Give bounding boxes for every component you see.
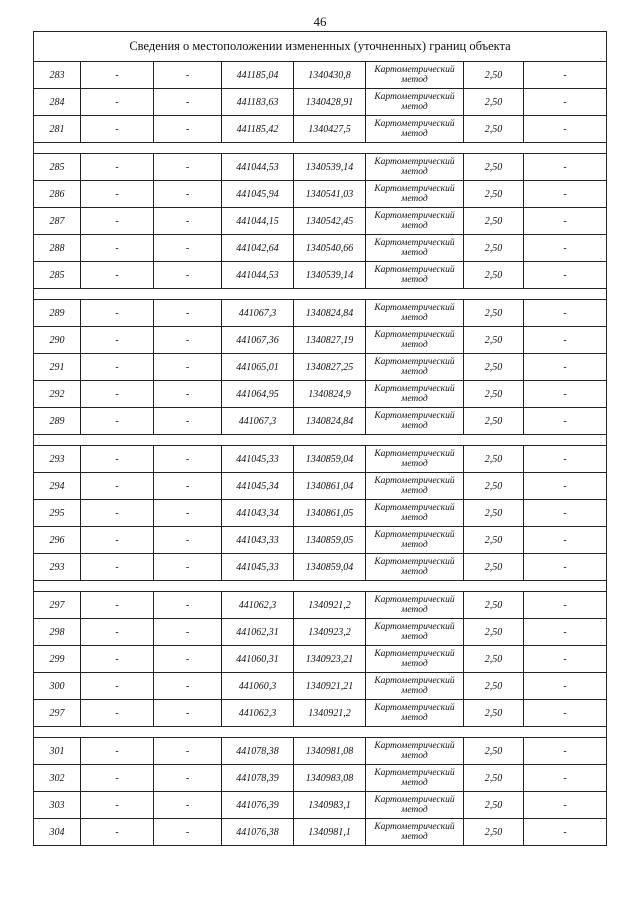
accuracy-cell: 2,50 [464, 262, 524, 289]
method-cell: Картометрический метод [366, 381, 464, 408]
table-row [34, 792, 607, 819]
point-number-cell: 287 [34, 208, 81, 235]
method-cell: Картометрический метод [366, 235, 464, 262]
x-coordinate-cell: 441067,36 [222, 327, 294, 354]
point-number-cell: 285 [34, 154, 81, 181]
accuracy-cell: 2,50 [464, 208, 524, 235]
point-number-cell: 283 [34, 62, 81, 89]
dash-cell: - [524, 208, 607, 235]
dash-cell: - [154, 673, 222, 700]
dash-cell: - [524, 408, 607, 435]
accuracy-cell: 2,50 [464, 354, 524, 381]
point-number-cell: 290 [34, 327, 81, 354]
accuracy-cell: 2,50 [464, 819, 524, 846]
dash-cell: - [524, 154, 607, 181]
point-number-cell: 293 [34, 446, 81, 473]
dash-cell: - [81, 792, 154, 819]
method-cell: Картометрический метод [366, 619, 464, 646]
table-row [34, 408, 607, 435]
dash-cell: - [524, 673, 607, 700]
dash-cell: - [81, 300, 154, 327]
dash-cell: - [524, 181, 607, 208]
method-cell: Картометрический метод [366, 327, 464, 354]
point-number-cell: 304 [34, 819, 81, 846]
dash-cell: - [154, 62, 222, 89]
point-number-cell: 284 [34, 89, 81, 116]
table-row [34, 592, 607, 619]
dash-cell: - [81, 89, 154, 116]
y-coordinate-cell: 1340921,2 [294, 700, 366, 727]
dash-cell: - [154, 235, 222, 262]
table-row [34, 700, 607, 727]
dash-cell: - [524, 819, 607, 846]
accuracy-cell: 2,50 [464, 619, 524, 646]
dash-cell: - [524, 446, 607, 473]
x-coordinate-cell: 441062,3 [222, 592, 294, 619]
method-cell: Картометрический метод [366, 592, 464, 619]
point-number-cell: 300 [34, 673, 81, 700]
dash-cell: - [524, 765, 607, 792]
x-coordinate-cell: 441067,3 [222, 408, 294, 435]
dash-cell: - [81, 208, 154, 235]
point-number-cell: 298 [34, 619, 81, 646]
accuracy-cell: 2,50 [464, 646, 524, 673]
method-cell: Картометрический метод [366, 554, 464, 581]
point-number-cell: 288 [34, 235, 81, 262]
method-cell: Картометрический метод [366, 354, 464, 381]
x-coordinate-cell: 441043,34 [222, 500, 294, 527]
dash-cell: - [524, 300, 607, 327]
y-coordinate-cell: 1340430,8 [294, 62, 366, 89]
y-coordinate-cell: 1340923,21 [294, 646, 366, 673]
dash-cell: - [81, 592, 154, 619]
point-number-cell: 301 [34, 738, 81, 765]
dash-cell: - [524, 554, 607, 581]
method-cell: Картометрический метод [366, 446, 464, 473]
accuracy-cell: 2,50 [464, 62, 524, 89]
dash-cell: - [154, 738, 222, 765]
accuracy-cell: 2,50 [464, 738, 524, 765]
dash-cell: - [154, 208, 222, 235]
table-row [34, 89, 607, 116]
y-coordinate-cell: 1340427,5 [294, 116, 366, 143]
accuracy-cell: 2,50 [464, 473, 524, 500]
table-row [34, 473, 607, 500]
point-number-cell: 292 [34, 381, 81, 408]
method-cell: Картометрический метод [366, 673, 464, 700]
y-coordinate-cell: 1340921,21 [294, 673, 366, 700]
accuracy-cell: 2,50 [464, 327, 524, 354]
dash-cell: - [524, 738, 607, 765]
dash-cell: - [81, 473, 154, 500]
table-title-row [34, 32, 607, 62]
y-coordinate-cell: 1340983,08 [294, 765, 366, 792]
group-separator-row [34, 727, 607, 738]
dash-cell: - [154, 262, 222, 289]
y-coordinate-cell: 1340542,45 [294, 208, 366, 235]
x-coordinate-cell: 441062,3 [222, 700, 294, 727]
accuracy-cell: 2,50 [464, 89, 524, 116]
method-cell: Картометрический метод [366, 181, 464, 208]
dash-cell: - [81, 354, 154, 381]
accuracy-cell: 2,50 [464, 792, 524, 819]
x-coordinate-cell: 441060,3 [222, 673, 294, 700]
dash-cell: - [81, 327, 154, 354]
dash-cell: - [524, 592, 607, 619]
y-coordinate-cell: 1340981,1 [294, 819, 366, 846]
dash-cell: - [154, 89, 222, 116]
dash-cell: - [154, 819, 222, 846]
point-number-cell: 293 [34, 554, 81, 581]
boundary-coordinates-table [33, 31, 607, 846]
y-coordinate-cell: 1340859,04 [294, 446, 366, 473]
x-coordinate-cell: 441045,94 [222, 181, 294, 208]
dash-cell: - [81, 446, 154, 473]
dash-cell: - [524, 500, 607, 527]
y-coordinate-cell: 1340981,08 [294, 738, 366, 765]
y-coordinate-cell: 1340983,1 [294, 792, 366, 819]
table-row [34, 646, 607, 673]
dash-cell: - [81, 765, 154, 792]
dash-cell: - [154, 300, 222, 327]
x-coordinate-cell: 441067,3 [222, 300, 294, 327]
dash-cell: - [81, 673, 154, 700]
point-number-cell: 296 [34, 527, 81, 554]
accuracy-cell: 2,50 [464, 500, 524, 527]
table-row [34, 154, 607, 181]
method-cell: Картометрический метод [366, 765, 464, 792]
table-row [34, 738, 607, 765]
x-coordinate-cell: 441060,31 [222, 646, 294, 673]
dash-cell: - [524, 473, 607, 500]
dash-cell: - [524, 700, 607, 727]
table-row [34, 116, 607, 143]
y-coordinate-cell: 1340540,66 [294, 235, 366, 262]
dash-cell: - [524, 619, 607, 646]
point-number-cell: 289 [34, 408, 81, 435]
x-coordinate-cell: 441076,38 [222, 819, 294, 846]
dash-cell: - [154, 408, 222, 435]
dash-cell: - [154, 646, 222, 673]
y-coordinate-cell: 1340859,05 [294, 527, 366, 554]
x-coordinate-cell: 441045,34 [222, 473, 294, 500]
method-cell: Картометрический метод [366, 819, 464, 846]
method-cell: Картометрический метод [366, 792, 464, 819]
method-cell: Картометрический метод [366, 262, 464, 289]
point-number-cell: 294 [34, 473, 81, 500]
y-coordinate-cell: 1340827,25 [294, 354, 366, 381]
group-separator-row [34, 143, 607, 154]
dash-cell: - [154, 327, 222, 354]
y-coordinate-cell: 1340923,2 [294, 619, 366, 646]
table-row [34, 62, 607, 89]
method-cell: Картометрический метод [366, 154, 464, 181]
method-cell: Картометрический метод [366, 62, 464, 89]
dash-cell: - [524, 527, 607, 554]
x-coordinate-cell: 441183,63 [222, 89, 294, 116]
y-coordinate-cell: 1340539,14 [294, 262, 366, 289]
table-row [34, 208, 607, 235]
dash-cell: - [154, 592, 222, 619]
dash-cell: - [81, 619, 154, 646]
dash-cell: - [524, 381, 607, 408]
table-row [34, 354, 607, 381]
table-row [34, 527, 607, 554]
accuracy-cell: 2,50 [464, 381, 524, 408]
dash-cell: - [81, 408, 154, 435]
x-coordinate-cell: 441064,95 [222, 381, 294, 408]
accuracy-cell: 2,50 [464, 181, 524, 208]
dash-cell: - [154, 700, 222, 727]
table-row [34, 300, 607, 327]
accuracy-cell: 2,50 [464, 592, 524, 619]
table-row [34, 327, 607, 354]
x-coordinate-cell: 441185,42 [222, 116, 294, 143]
point-number-cell: 297 [34, 700, 81, 727]
x-coordinate-cell: 441044,53 [222, 262, 294, 289]
y-coordinate-cell: 1340541,03 [294, 181, 366, 208]
point-number-cell: 302 [34, 765, 81, 792]
accuracy-cell: 2,50 [464, 154, 524, 181]
dash-cell: - [154, 446, 222, 473]
method-cell: Картометрический метод [366, 473, 464, 500]
dash-cell: - [81, 181, 154, 208]
point-number-cell: 297 [34, 592, 81, 619]
dash-cell: - [81, 738, 154, 765]
dash-cell: - [154, 792, 222, 819]
accuracy-cell: 2,50 [464, 408, 524, 435]
method-cell: Картометрический метод [366, 408, 464, 435]
y-coordinate-cell: 1340824,84 [294, 408, 366, 435]
x-coordinate-cell: 441185,04 [222, 62, 294, 89]
point-number-cell: 303 [34, 792, 81, 819]
accuracy-cell: 2,50 [464, 300, 524, 327]
separator-cell [34, 581, 607, 592]
accuracy-cell: 2,50 [464, 765, 524, 792]
group-separator-row [34, 581, 607, 592]
y-coordinate-cell: 1340859,04 [294, 554, 366, 581]
dash-cell: - [154, 354, 222, 381]
dash-cell: - [81, 381, 154, 408]
y-coordinate-cell: 1340539,14 [294, 154, 366, 181]
y-coordinate-cell: 1340861,04 [294, 473, 366, 500]
accuracy-cell: 2,50 [464, 446, 524, 473]
point-number-cell: 295 [34, 500, 81, 527]
dash-cell: - [81, 646, 154, 673]
method-cell: Картометрический метод [366, 300, 464, 327]
dash-cell: - [154, 381, 222, 408]
method-cell: Картометрический метод [366, 700, 464, 727]
dash-cell: - [524, 327, 607, 354]
method-cell: Картометрический метод [366, 738, 464, 765]
dash-cell: - [524, 792, 607, 819]
table-row [34, 765, 607, 792]
dash-cell: - [81, 62, 154, 89]
accuracy-cell: 2,50 [464, 700, 524, 727]
point-number-cell: 281 [34, 116, 81, 143]
y-coordinate-cell: 1340861,05 [294, 500, 366, 527]
table-row [34, 446, 607, 473]
method-cell: Картометрический метод [366, 500, 464, 527]
group-separator-row [34, 435, 607, 446]
dash-cell: - [524, 62, 607, 89]
y-coordinate-cell: 1340824,84 [294, 300, 366, 327]
dash-cell: - [524, 646, 607, 673]
x-coordinate-cell: 441065,01 [222, 354, 294, 381]
table-row [34, 262, 607, 289]
method-cell: Картометрический метод [366, 89, 464, 116]
y-coordinate-cell: 1340824,9 [294, 381, 366, 408]
table-row [34, 181, 607, 208]
dash-cell: - [524, 116, 607, 143]
y-coordinate-cell: 1340921,2 [294, 592, 366, 619]
dash-cell: - [81, 116, 154, 143]
x-coordinate-cell: 441078,39 [222, 765, 294, 792]
table-row [34, 554, 607, 581]
y-coordinate-cell: 1340827,19 [294, 327, 366, 354]
accuracy-cell: 2,50 [464, 673, 524, 700]
x-coordinate-cell: 441044,53 [222, 154, 294, 181]
point-number-cell: 291 [34, 354, 81, 381]
dash-cell: - [154, 527, 222, 554]
point-number-cell: 299 [34, 646, 81, 673]
dash-cell: - [154, 154, 222, 181]
dash-cell: - [154, 554, 222, 581]
method-cell: Картометрический метод [366, 646, 464, 673]
dash-cell: - [524, 262, 607, 289]
dash-cell: - [154, 619, 222, 646]
accuracy-cell: 2,50 [464, 527, 524, 554]
accuracy-cell: 2,50 [464, 116, 524, 143]
method-cell: Картометрический метод [366, 116, 464, 143]
dash-cell: - [154, 181, 222, 208]
x-coordinate-cell: 441045,33 [222, 446, 294, 473]
table-row [34, 235, 607, 262]
point-number-cell: 289 [34, 300, 81, 327]
dash-cell: - [154, 473, 222, 500]
accuracy-cell: 2,50 [464, 235, 524, 262]
table-row [34, 819, 607, 846]
x-coordinate-cell: 441045,33 [222, 554, 294, 581]
accuracy-cell: 2,50 [464, 554, 524, 581]
x-coordinate-cell: 441042,64 [222, 235, 294, 262]
x-coordinate-cell: 441062,31 [222, 619, 294, 646]
page-number: 46 [313, 14, 327, 29]
group-separator-row [34, 289, 607, 300]
table-row [34, 500, 607, 527]
dash-cell: - [81, 154, 154, 181]
dash-cell: - [81, 700, 154, 727]
table-row [34, 381, 607, 408]
dash-cell: - [524, 235, 607, 262]
dash-cell: - [81, 819, 154, 846]
dash-cell: - [81, 527, 154, 554]
table-title: Сведения о местоположении измененных (уточненных) границ объекта [34, 32, 607, 62]
dash-cell: - [154, 765, 222, 792]
y-coordinate-cell: 1340428,91 [294, 89, 366, 116]
separator-cell [34, 289, 607, 300]
table-row [34, 673, 607, 700]
separator-cell [34, 143, 607, 154]
dash-cell: - [81, 554, 154, 581]
dash-cell: - [154, 500, 222, 527]
point-number-cell: 286 [34, 181, 81, 208]
separator-cell [34, 727, 607, 738]
dash-cell: - [81, 235, 154, 262]
dash-cell: - [81, 262, 154, 289]
dash-cell: - [154, 116, 222, 143]
x-coordinate-cell: 441078,38 [222, 738, 294, 765]
dash-cell: - [524, 354, 607, 381]
separator-cell [34, 435, 607, 446]
dash-cell: - [524, 89, 607, 116]
method-cell: Картометрический метод [366, 527, 464, 554]
dash-cell: - [81, 500, 154, 527]
point-number-cell: 285 [34, 262, 81, 289]
method-cell: Картометрический метод [366, 208, 464, 235]
x-coordinate-cell: 441043,33 [222, 527, 294, 554]
x-coordinate-cell: 441044,15 [222, 208, 294, 235]
x-coordinate-cell: 441076,39 [222, 792, 294, 819]
table-row [34, 619, 607, 646]
